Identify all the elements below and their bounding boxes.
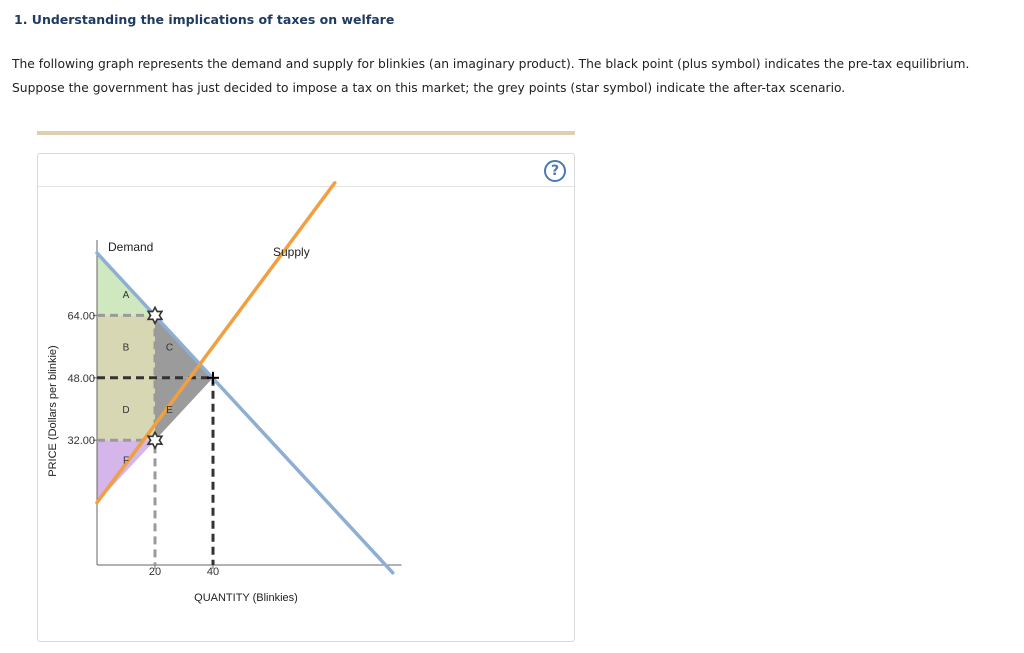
help-icon[interactable]: ? bbox=[544, 160, 566, 182]
region-label-b: B bbox=[122, 342, 130, 354]
region-label-a: A bbox=[122, 289, 130, 301]
x-tick-label-40: 40 bbox=[206, 566, 220, 578]
x-axis-label: QUANTITY (Blinkies) bbox=[194, 592, 298, 604]
region-label-e: E bbox=[166, 405, 173, 416]
question-intro: The following graph represents the demand and supply for blinkies (an imaginary product). The black point (plus symbol) indicates the pre-tax equilibrium. Suppose the government has just decided to impose a tax on this market; the grey points (star symbol) indicate the after-tax scenario. bbox=[12, 57, 970, 95]
question-title: 1. Understanding the implications of taxes on welfare bbox=[14, 12, 395, 27]
y-axis-label: PRICE (Dollars per blinkie) bbox=[47, 345, 59, 477]
y-tick-label-64-00: 64.00 bbox=[67, 310, 95, 323]
supply-curve-label: Supply bbox=[273, 245, 310, 259]
region-label-f: F bbox=[122, 455, 130, 467]
y-tick-label-32-00: 32.00 bbox=[67, 435, 95, 448]
region-label-c: C bbox=[165, 342, 174, 354]
y-tick-label-48-00: 48.00 bbox=[67, 372, 95, 385]
demand-curve-label: Demand bbox=[108, 240, 154, 254]
x-tick-label-20: 20 bbox=[148, 566, 162, 578]
region-label-d: D bbox=[122, 405, 130, 416]
